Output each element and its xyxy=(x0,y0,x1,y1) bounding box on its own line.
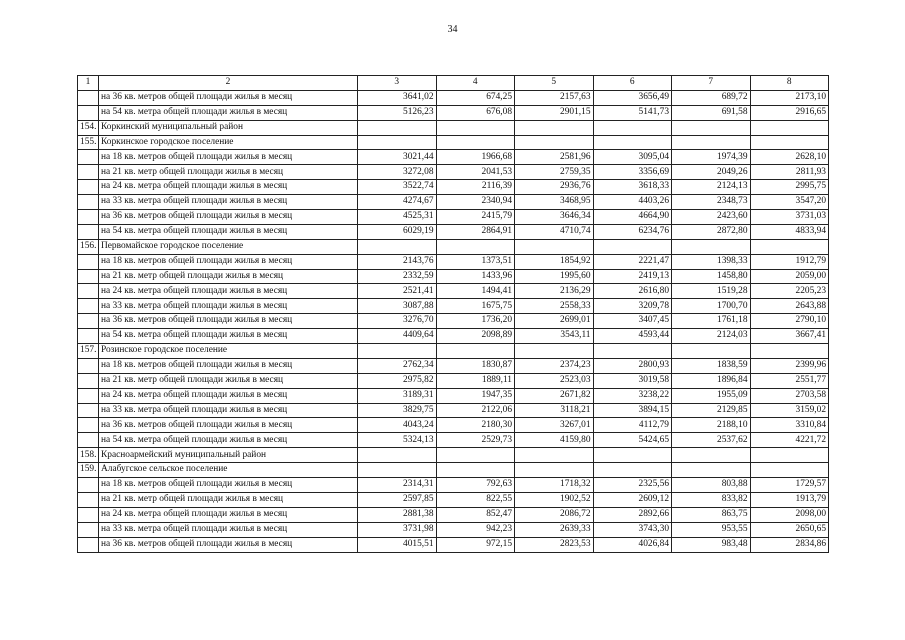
value-cell xyxy=(593,344,672,359)
table-row xyxy=(78,210,829,225)
value-cell: 3547,20 xyxy=(750,195,829,210)
row-number-cell xyxy=(78,224,99,239)
value-cell: 1955,09 xyxy=(672,388,751,403)
row-name-cell: на 24 кв. метра общей площади жилья в месяц xyxy=(99,284,358,299)
value-cell: 2415,79 xyxy=(436,210,515,225)
value-cell: 3829,75 xyxy=(358,403,437,418)
row-name-cell: на 36 кв. метров общей площади жилья в месяц xyxy=(99,210,358,225)
table-row xyxy=(78,433,829,448)
row-name-cell: на 18 кв. метров общей площади жилья в месяц xyxy=(99,478,358,493)
value-cell: 1838,59 xyxy=(672,358,751,373)
value-cell: 1830,87 xyxy=(436,358,515,373)
value-cell: 4026,84 xyxy=(593,537,672,552)
value-cell: 4593,44 xyxy=(593,329,672,344)
value-cell xyxy=(750,463,829,478)
value-cell: 3021,44 xyxy=(358,150,437,165)
value-cell: 2521,41 xyxy=(358,284,437,299)
value-cell: 2558,33 xyxy=(515,299,594,314)
value-cell: 2180,30 xyxy=(436,418,515,433)
table-row xyxy=(78,418,829,433)
value-cell: 983,48 xyxy=(672,537,751,552)
value-cell: 2098,89 xyxy=(436,329,515,344)
value-cell: 803,88 xyxy=(672,478,751,493)
table-row xyxy=(78,269,829,284)
header-cell: 3 xyxy=(358,76,437,91)
table-row xyxy=(78,507,829,522)
value-cell xyxy=(593,120,672,135)
value-cell: 3731,98 xyxy=(358,522,437,537)
row-name-cell: на 18 кв. метров общей площади жилья в месяц xyxy=(99,150,358,165)
table-row xyxy=(78,388,829,403)
row-name-cell: на 21 кв. метр общей площади жилья в месяц xyxy=(99,269,358,284)
value-cell: 2221,47 xyxy=(593,254,672,269)
row-name-cell: на 36 кв. метров общей площади жилья в месяц xyxy=(99,314,358,329)
value-cell: 2325,56 xyxy=(593,478,672,493)
row-name-cell: на 33 кв. метра общей площади жилья в месяц xyxy=(99,195,358,210)
value-cell xyxy=(672,120,751,135)
header-cell: 2 xyxy=(99,76,358,91)
value-cell: 1889,11 xyxy=(436,373,515,388)
table-row xyxy=(78,403,829,418)
value-cell: 2423,60 xyxy=(672,210,751,225)
value-cell: 2762,34 xyxy=(358,358,437,373)
row-number-cell xyxy=(78,269,99,284)
value-cell: 792,63 xyxy=(436,478,515,493)
value-cell: 2059,00 xyxy=(750,269,829,284)
row-name-cell: на 24 кв. метра общей площади жилья в месяц xyxy=(99,180,358,195)
value-cell xyxy=(436,448,515,463)
value-cell: 2811,93 xyxy=(750,165,829,180)
value-cell: 972,15 xyxy=(436,537,515,552)
header-cell: 7 xyxy=(672,76,751,91)
value-cell: 3731,03 xyxy=(750,210,829,225)
row-name-cell: на 54 кв. метра общей площади жилья в месяц xyxy=(99,224,358,239)
value-cell xyxy=(358,463,437,478)
value-cell: 2881,38 xyxy=(358,507,437,522)
value-cell: 2916,65 xyxy=(750,105,829,120)
value-cell: 1974,39 xyxy=(672,150,751,165)
value-cell: 3407,45 xyxy=(593,314,672,329)
row-number-cell xyxy=(78,522,99,537)
section-row xyxy=(78,120,829,135)
value-cell: 2374,23 xyxy=(515,358,594,373)
value-cell: 2901,15 xyxy=(515,105,594,120)
table-row xyxy=(78,105,829,120)
row-number-cell xyxy=(78,403,99,418)
value-cell: 3095,04 xyxy=(593,150,672,165)
value-cell xyxy=(515,463,594,478)
table-row xyxy=(78,329,829,344)
value-cell: 4664,90 xyxy=(593,210,672,225)
value-cell: 691,58 xyxy=(672,105,751,120)
value-cell: 942,23 xyxy=(436,522,515,537)
row-number-cell xyxy=(78,433,99,448)
value-cell: 2098,00 xyxy=(750,507,829,522)
header-cell: 5 xyxy=(515,76,594,91)
value-cell: 2790,10 xyxy=(750,314,829,329)
tariff-table xyxy=(77,75,829,553)
value-cell xyxy=(750,448,829,463)
row-number-cell xyxy=(78,537,99,552)
row-number-cell xyxy=(78,150,99,165)
row-number-cell xyxy=(78,210,99,225)
row-number-cell xyxy=(78,388,99,403)
value-cell: 2122,06 xyxy=(436,403,515,418)
value-cell xyxy=(593,135,672,150)
value-cell xyxy=(593,448,672,463)
row-name-cell: на 18 кв. метров общей площади жилья в месяц xyxy=(99,254,358,269)
table-row xyxy=(78,314,829,329)
value-cell: 2616,80 xyxy=(593,284,672,299)
row-name-cell: на 54 кв. метра общей площади жилья в месяц xyxy=(99,433,358,448)
value-cell: 2340,94 xyxy=(436,195,515,210)
value-cell: 863,75 xyxy=(672,507,751,522)
value-cell: 2650,65 xyxy=(750,522,829,537)
value-cell: 2597,85 xyxy=(358,492,437,507)
value-cell: 1494,41 xyxy=(436,284,515,299)
value-cell: 5126,23 xyxy=(358,105,437,120)
value-cell: 3087,88 xyxy=(358,299,437,314)
value-cell: 3272,08 xyxy=(358,165,437,180)
value-cell: 2864,91 xyxy=(436,224,515,239)
row-name-cell: Первомайское городское поселение xyxy=(99,239,358,254)
table-header-row xyxy=(78,76,829,91)
value-cell: 1761,18 xyxy=(672,314,751,329)
value-cell: 1913,79 xyxy=(750,492,829,507)
table-row xyxy=(78,478,829,493)
row-number-cell xyxy=(78,284,99,299)
row-number-cell xyxy=(78,299,99,314)
value-cell: 3894,15 xyxy=(593,403,672,418)
header-cell: 8 xyxy=(750,76,829,91)
value-cell: 2581,96 xyxy=(515,150,594,165)
row-number-cell xyxy=(78,358,99,373)
value-cell xyxy=(436,135,515,150)
value-cell: 1458,80 xyxy=(672,269,751,284)
value-cell: 1433,96 xyxy=(436,269,515,284)
value-cell: 2124,13 xyxy=(672,180,751,195)
value-cell xyxy=(750,135,829,150)
value-cell: 2975,82 xyxy=(358,373,437,388)
value-cell: 2800,93 xyxy=(593,358,672,373)
value-cell: 3310,84 xyxy=(750,418,829,433)
table-row xyxy=(78,492,829,507)
value-cell: 2537,62 xyxy=(672,433,751,448)
value-cell: 2759,35 xyxy=(515,165,594,180)
value-cell: 2892,66 xyxy=(593,507,672,522)
value-cell: 3118,21 xyxy=(515,403,594,418)
value-cell xyxy=(436,239,515,254)
table-row xyxy=(78,150,829,165)
value-cell: 2348,73 xyxy=(672,195,751,210)
value-cell: 3159,02 xyxy=(750,403,829,418)
value-cell: 2116,39 xyxy=(436,180,515,195)
row-name-cell: на 24 кв. метра общей площади жилья в месяц xyxy=(99,388,358,403)
value-cell: 2703,58 xyxy=(750,388,829,403)
row-number-cell: 159. xyxy=(78,463,99,478)
value-cell: 1718,32 xyxy=(515,478,594,493)
value-cell: 2129,85 xyxy=(672,403,751,418)
row-name-cell: на 33 кв. метра общей площади жилья в месяц xyxy=(99,299,358,314)
value-cell: 2205,23 xyxy=(750,284,829,299)
value-cell: 3543,11 xyxy=(515,329,594,344)
value-cell: 2143,76 xyxy=(358,254,437,269)
value-cell xyxy=(358,239,437,254)
value-cell: 3743,30 xyxy=(593,522,672,537)
value-cell xyxy=(358,120,437,135)
table-row xyxy=(78,224,829,239)
value-cell xyxy=(672,448,751,463)
row-name-cell: на 33 кв. метра общей площади жилья в месяц xyxy=(99,403,358,418)
value-cell: 5141,73 xyxy=(593,105,672,120)
value-cell: 1896,84 xyxy=(672,373,751,388)
value-cell: 2173,10 xyxy=(750,90,829,105)
value-cell: 3238,22 xyxy=(593,388,672,403)
value-cell xyxy=(515,344,594,359)
value-cell: 833,82 xyxy=(672,492,751,507)
value-cell: 1902,52 xyxy=(515,492,594,507)
row-number-cell xyxy=(78,105,99,120)
value-cell: 2609,12 xyxy=(593,492,672,507)
value-cell xyxy=(672,463,751,478)
value-cell: 2136,29 xyxy=(515,284,594,299)
value-cell: 2639,33 xyxy=(515,522,594,537)
value-cell: 3267,01 xyxy=(515,418,594,433)
row-number-cell xyxy=(78,254,99,269)
value-cell: 2157,63 xyxy=(515,90,594,105)
value-cell: 1966,68 xyxy=(436,150,515,165)
value-cell: 2699,01 xyxy=(515,314,594,329)
value-cell: 2551,77 xyxy=(750,373,829,388)
section-row xyxy=(78,239,829,254)
row-name-cell: Коркинское городское поселение xyxy=(99,135,358,150)
row-name-cell: на 54 кв. метра общей площади жилья в месяц xyxy=(99,105,358,120)
value-cell xyxy=(358,448,437,463)
value-cell: 1736,20 xyxy=(436,314,515,329)
row-name-cell: на 21 кв. метр общей площади жилья в месяц xyxy=(99,165,358,180)
value-cell: 4159,80 xyxy=(515,433,594,448)
row-name-cell: на 18 кв. метров общей площади жилья в месяц xyxy=(99,358,358,373)
row-name-cell: Алабугское сельское поселение xyxy=(99,463,358,478)
value-cell: 1373,51 xyxy=(436,254,515,269)
value-cell: 4403,26 xyxy=(593,195,672,210)
value-cell xyxy=(515,239,594,254)
row-number-cell xyxy=(78,418,99,433)
value-cell: 2995,75 xyxy=(750,180,829,195)
value-cell: 3468,95 xyxy=(515,195,594,210)
value-cell: 2671,82 xyxy=(515,388,594,403)
value-cell: 2834,86 xyxy=(750,537,829,552)
table-row xyxy=(78,180,829,195)
value-cell xyxy=(672,239,751,254)
value-cell: 953,55 xyxy=(672,522,751,537)
value-cell: 1398,33 xyxy=(672,254,751,269)
value-cell: 1995,60 xyxy=(515,269,594,284)
value-cell: 1854,92 xyxy=(515,254,594,269)
row-number-cell xyxy=(78,373,99,388)
table-row xyxy=(78,254,829,269)
section-row xyxy=(78,344,829,359)
row-number-cell xyxy=(78,314,99,329)
value-cell: 3209,78 xyxy=(593,299,672,314)
table-row xyxy=(78,537,829,552)
section-row xyxy=(78,448,829,463)
row-name-cell: на 21 кв. метр общей площади жилья в месяц xyxy=(99,373,358,388)
row-number-cell: 156. xyxy=(78,239,99,254)
value-cell: 6029,19 xyxy=(358,224,437,239)
row-number-cell: 154. xyxy=(78,120,99,135)
value-cell: 3667,41 xyxy=(750,329,829,344)
row-name-cell: на 36 кв. метров общей площади жилья в месяц xyxy=(99,418,358,433)
value-cell: 4015,51 xyxy=(358,537,437,552)
table-row xyxy=(78,373,829,388)
value-cell: 3276,70 xyxy=(358,314,437,329)
value-cell: 2419,13 xyxy=(593,269,672,284)
value-cell: 3641,02 xyxy=(358,90,437,105)
value-cell: 5424,65 xyxy=(593,433,672,448)
value-cell: 5324,13 xyxy=(358,433,437,448)
row-name-cell: на 21 кв. метр общей площади жилья в месяц xyxy=(99,492,358,507)
row-name-cell: Розинское городское поселение xyxy=(99,344,358,359)
value-cell: 4274,67 xyxy=(358,195,437,210)
value-cell: 1947,35 xyxy=(436,388,515,403)
value-cell xyxy=(750,239,829,254)
value-cell xyxy=(750,344,829,359)
header-cell: 4 xyxy=(436,76,515,91)
value-cell: 3646,34 xyxy=(515,210,594,225)
value-cell: 4409,64 xyxy=(358,329,437,344)
value-cell: 3356,69 xyxy=(593,165,672,180)
table-row xyxy=(78,299,829,314)
value-cell: 1700,70 xyxy=(672,299,751,314)
value-cell xyxy=(515,448,594,463)
row-name-cell: на 54 кв. метра общей площади жилья в месяц xyxy=(99,329,358,344)
row-name-cell: Коркинский муниципальный район xyxy=(99,120,358,135)
row-number-cell: 157. xyxy=(78,344,99,359)
row-number-cell xyxy=(78,478,99,493)
value-cell xyxy=(515,135,594,150)
value-cell: 1912,79 xyxy=(750,254,829,269)
value-cell xyxy=(672,135,751,150)
row-number-cell xyxy=(78,507,99,522)
value-cell: 4221,72 xyxy=(750,433,829,448)
value-cell xyxy=(515,120,594,135)
value-cell xyxy=(436,463,515,478)
value-cell: 2332,59 xyxy=(358,269,437,284)
row-number-cell xyxy=(78,329,99,344)
row-name-cell: Красноармейский муниципальный район xyxy=(99,448,358,463)
value-cell: 1729,57 xyxy=(750,478,829,493)
row-number-cell xyxy=(78,180,99,195)
value-cell: 2124,03 xyxy=(672,329,751,344)
value-cell: 2823,53 xyxy=(515,537,594,552)
page-number: 34 xyxy=(447,24,458,35)
table-row xyxy=(78,358,829,373)
row-number-cell: 155. xyxy=(78,135,99,150)
value-cell: 2314,31 xyxy=(358,478,437,493)
value-cell: 2628,10 xyxy=(750,150,829,165)
row-number-cell: 158. xyxy=(78,448,99,463)
value-cell xyxy=(750,120,829,135)
value-cell: 2529,73 xyxy=(436,433,515,448)
value-cell: 3656,49 xyxy=(593,90,672,105)
table-row xyxy=(78,284,829,299)
table-row xyxy=(78,90,829,105)
value-cell: 3522,74 xyxy=(358,180,437,195)
value-cell xyxy=(436,120,515,135)
value-cell: 852,47 xyxy=(436,507,515,522)
header-cell: 6 xyxy=(593,76,672,91)
section-row xyxy=(78,135,829,150)
value-cell: 3189,31 xyxy=(358,388,437,403)
value-cell: 4710,74 xyxy=(515,224,594,239)
value-cell xyxy=(593,239,672,254)
row-number-cell xyxy=(78,165,99,180)
value-cell: 2523,03 xyxy=(515,373,594,388)
value-cell: 674,25 xyxy=(436,90,515,105)
value-cell: 2041,53 xyxy=(436,165,515,180)
section-row xyxy=(78,463,829,478)
value-cell: 2049,26 xyxy=(672,165,751,180)
row-number-cell xyxy=(78,492,99,507)
value-cell: 2643,88 xyxy=(750,299,829,314)
value-cell: 3618,33 xyxy=(593,180,672,195)
row-name-cell: на 33 кв. метра общей площади жилья в месяц xyxy=(99,522,358,537)
value-cell: 2872,80 xyxy=(672,224,751,239)
value-cell: 4525,31 xyxy=(358,210,437,225)
value-cell xyxy=(672,344,751,359)
value-cell xyxy=(358,344,437,359)
row-name-cell: на 36 кв. метров общей площади жилья в месяц xyxy=(99,90,358,105)
table-row xyxy=(78,195,829,210)
value-cell xyxy=(436,344,515,359)
table-row xyxy=(78,165,829,180)
value-cell xyxy=(593,463,672,478)
value-cell: 4043,24 xyxy=(358,418,437,433)
value-cell: 6234,76 xyxy=(593,224,672,239)
header-cell: 1 xyxy=(78,76,99,91)
value-cell: 3019,58 xyxy=(593,373,672,388)
value-cell: 2399,96 xyxy=(750,358,829,373)
value-cell: 2188,10 xyxy=(672,418,751,433)
row-name-cell: на 36 кв. метров общей площади жилья в месяц xyxy=(99,537,358,552)
value-cell: 4833,94 xyxy=(750,224,829,239)
row-number-cell xyxy=(78,195,99,210)
value-cell: 2086,72 xyxy=(515,507,594,522)
value-cell: 2936,76 xyxy=(515,180,594,195)
value-cell: 1675,75 xyxy=(436,299,515,314)
row-name-cell: на 24 кв. метра общей площади жилья в месяц xyxy=(99,507,358,522)
row-number-cell xyxy=(78,90,99,105)
table-row xyxy=(78,522,829,537)
value-cell xyxy=(358,135,437,150)
value-cell: 676,08 xyxy=(436,105,515,120)
value-cell: 822,55 xyxy=(436,492,515,507)
value-cell: 689,72 xyxy=(672,90,751,105)
table-body xyxy=(78,76,829,553)
value-cell: 4112,79 xyxy=(593,418,672,433)
value-cell: 1519,28 xyxy=(672,284,751,299)
